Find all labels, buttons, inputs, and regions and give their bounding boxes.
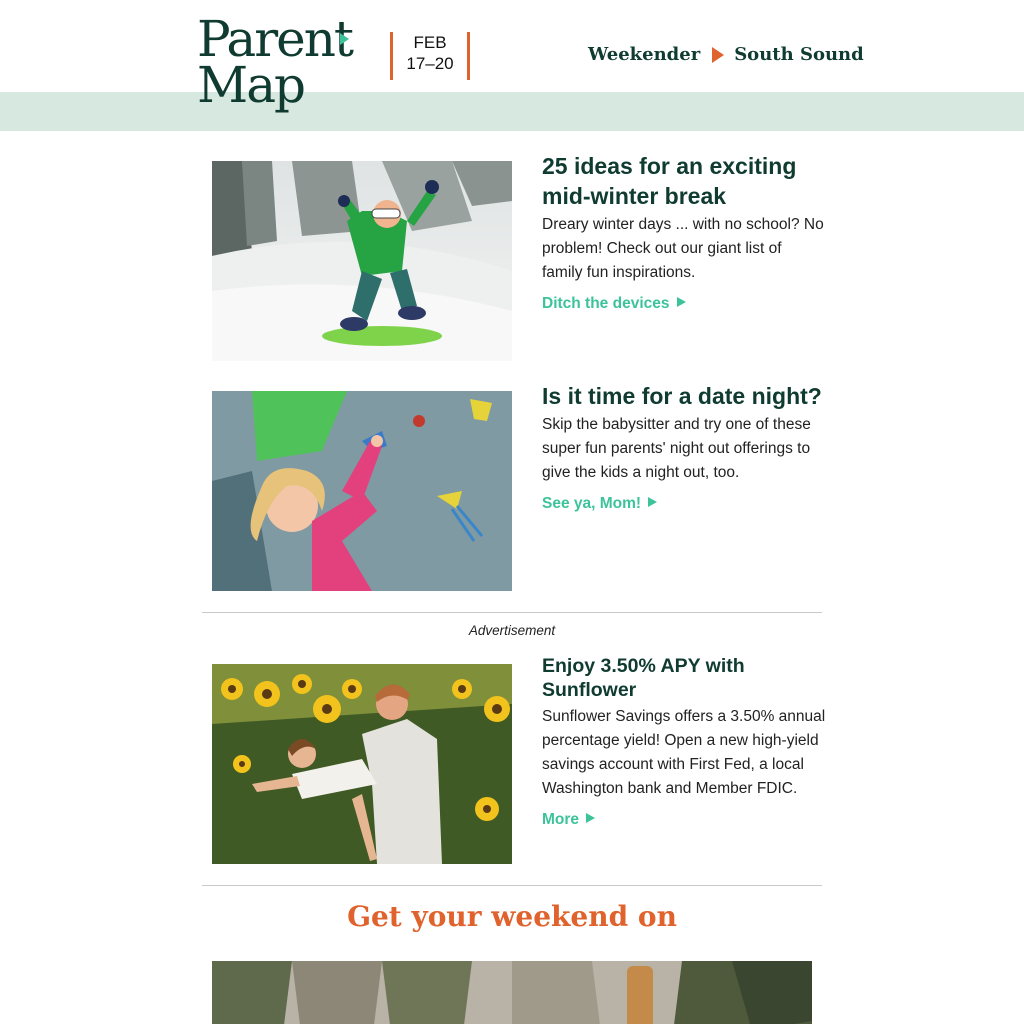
logo-line-1: Parent <box>197 10 352 68</box>
ad-image-sunflowers[interactable] <box>212 664 512 864</box>
weekend-section-title: Get your weekend on <box>347 900 677 933</box>
story-image-climbing[interactable] <box>212 391 512 591</box>
play-arrow-icon <box>586 813 595 823</box>
story-link-ditch-devices[interactable] <box>542 295 686 313</box>
logo-line-2: Map <box>197 56 305 114</box>
story-description: Dreary winter days ... with no school? No problem! Check out our giant list of family fun inspirations. <box>542 216 824 281</box>
logo-play-icon <box>340 33 349 45</box>
story-link-see-ya-mom[interactable] <box>542 495 657 513</box>
story-link-label: See ya, Mom! <box>542 495 642 512</box>
story-image-sledding[interactable] <box>212 161 512 361</box>
ad-link-more[interactable] <box>542 811 595 829</box>
ad-link-label: More <box>542 811 580 828</box>
ad-text <box>542 654 826 829</box>
story-title[interactable]: 25 ideas for an exciting mid-winter break <box>542 153 797 209</box>
divider <box>202 612 822 613</box>
issue-date-range: 17–20 <box>406 54 454 73</box>
parentmap-logo[interactable] <box>197 10 357 114</box>
weekend-feature-image[interactable] <box>212 961 812 1024</box>
play-arrow-icon <box>648 497 657 507</box>
play-arrow-icon <box>712 47 724 63</box>
breadcrumb-south-sound[interactable]: South Sound <box>734 44 864 65</box>
story-text <box>542 151 826 313</box>
header-band <box>0 92 1024 131</box>
story-title[interactable]: Is it time for a date night? <box>542 383 822 409</box>
story-description: Skip the babysitter and try one of these super fun parents' night out offerings to give the kids a night out, too. <box>542 416 811 481</box>
ad-description: Sunflower Savings offers a 3.50% annual percentage yield! Open a new high-yield savings account with First Fed, a local Washington bank and Member FDIC. <box>542 708 826 797</box>
story-link-label: Ditch the devices <box>542 295 670 312</box>
story-text <box>542 381 826 513</box>
newsletter-breadcrumb <box>588 44 864 65</box>
advertisement-label: Advertisement <box>468 623 556 638</box>
ad-title[interactable]: Enjoy 3.50% APY with Sunflower <box>542 655 745 701</box>
divider <box>202 885 822 886</box>
issue-date <box>390 32 470 80</box>
play-arrow-icon <box>677 297 686 307</box>
breadcrumb-weekender[interactable]: Weekender <box>588 44 701 65</box>
issue-date-month: FEB <box>413 33 447 52</box>
